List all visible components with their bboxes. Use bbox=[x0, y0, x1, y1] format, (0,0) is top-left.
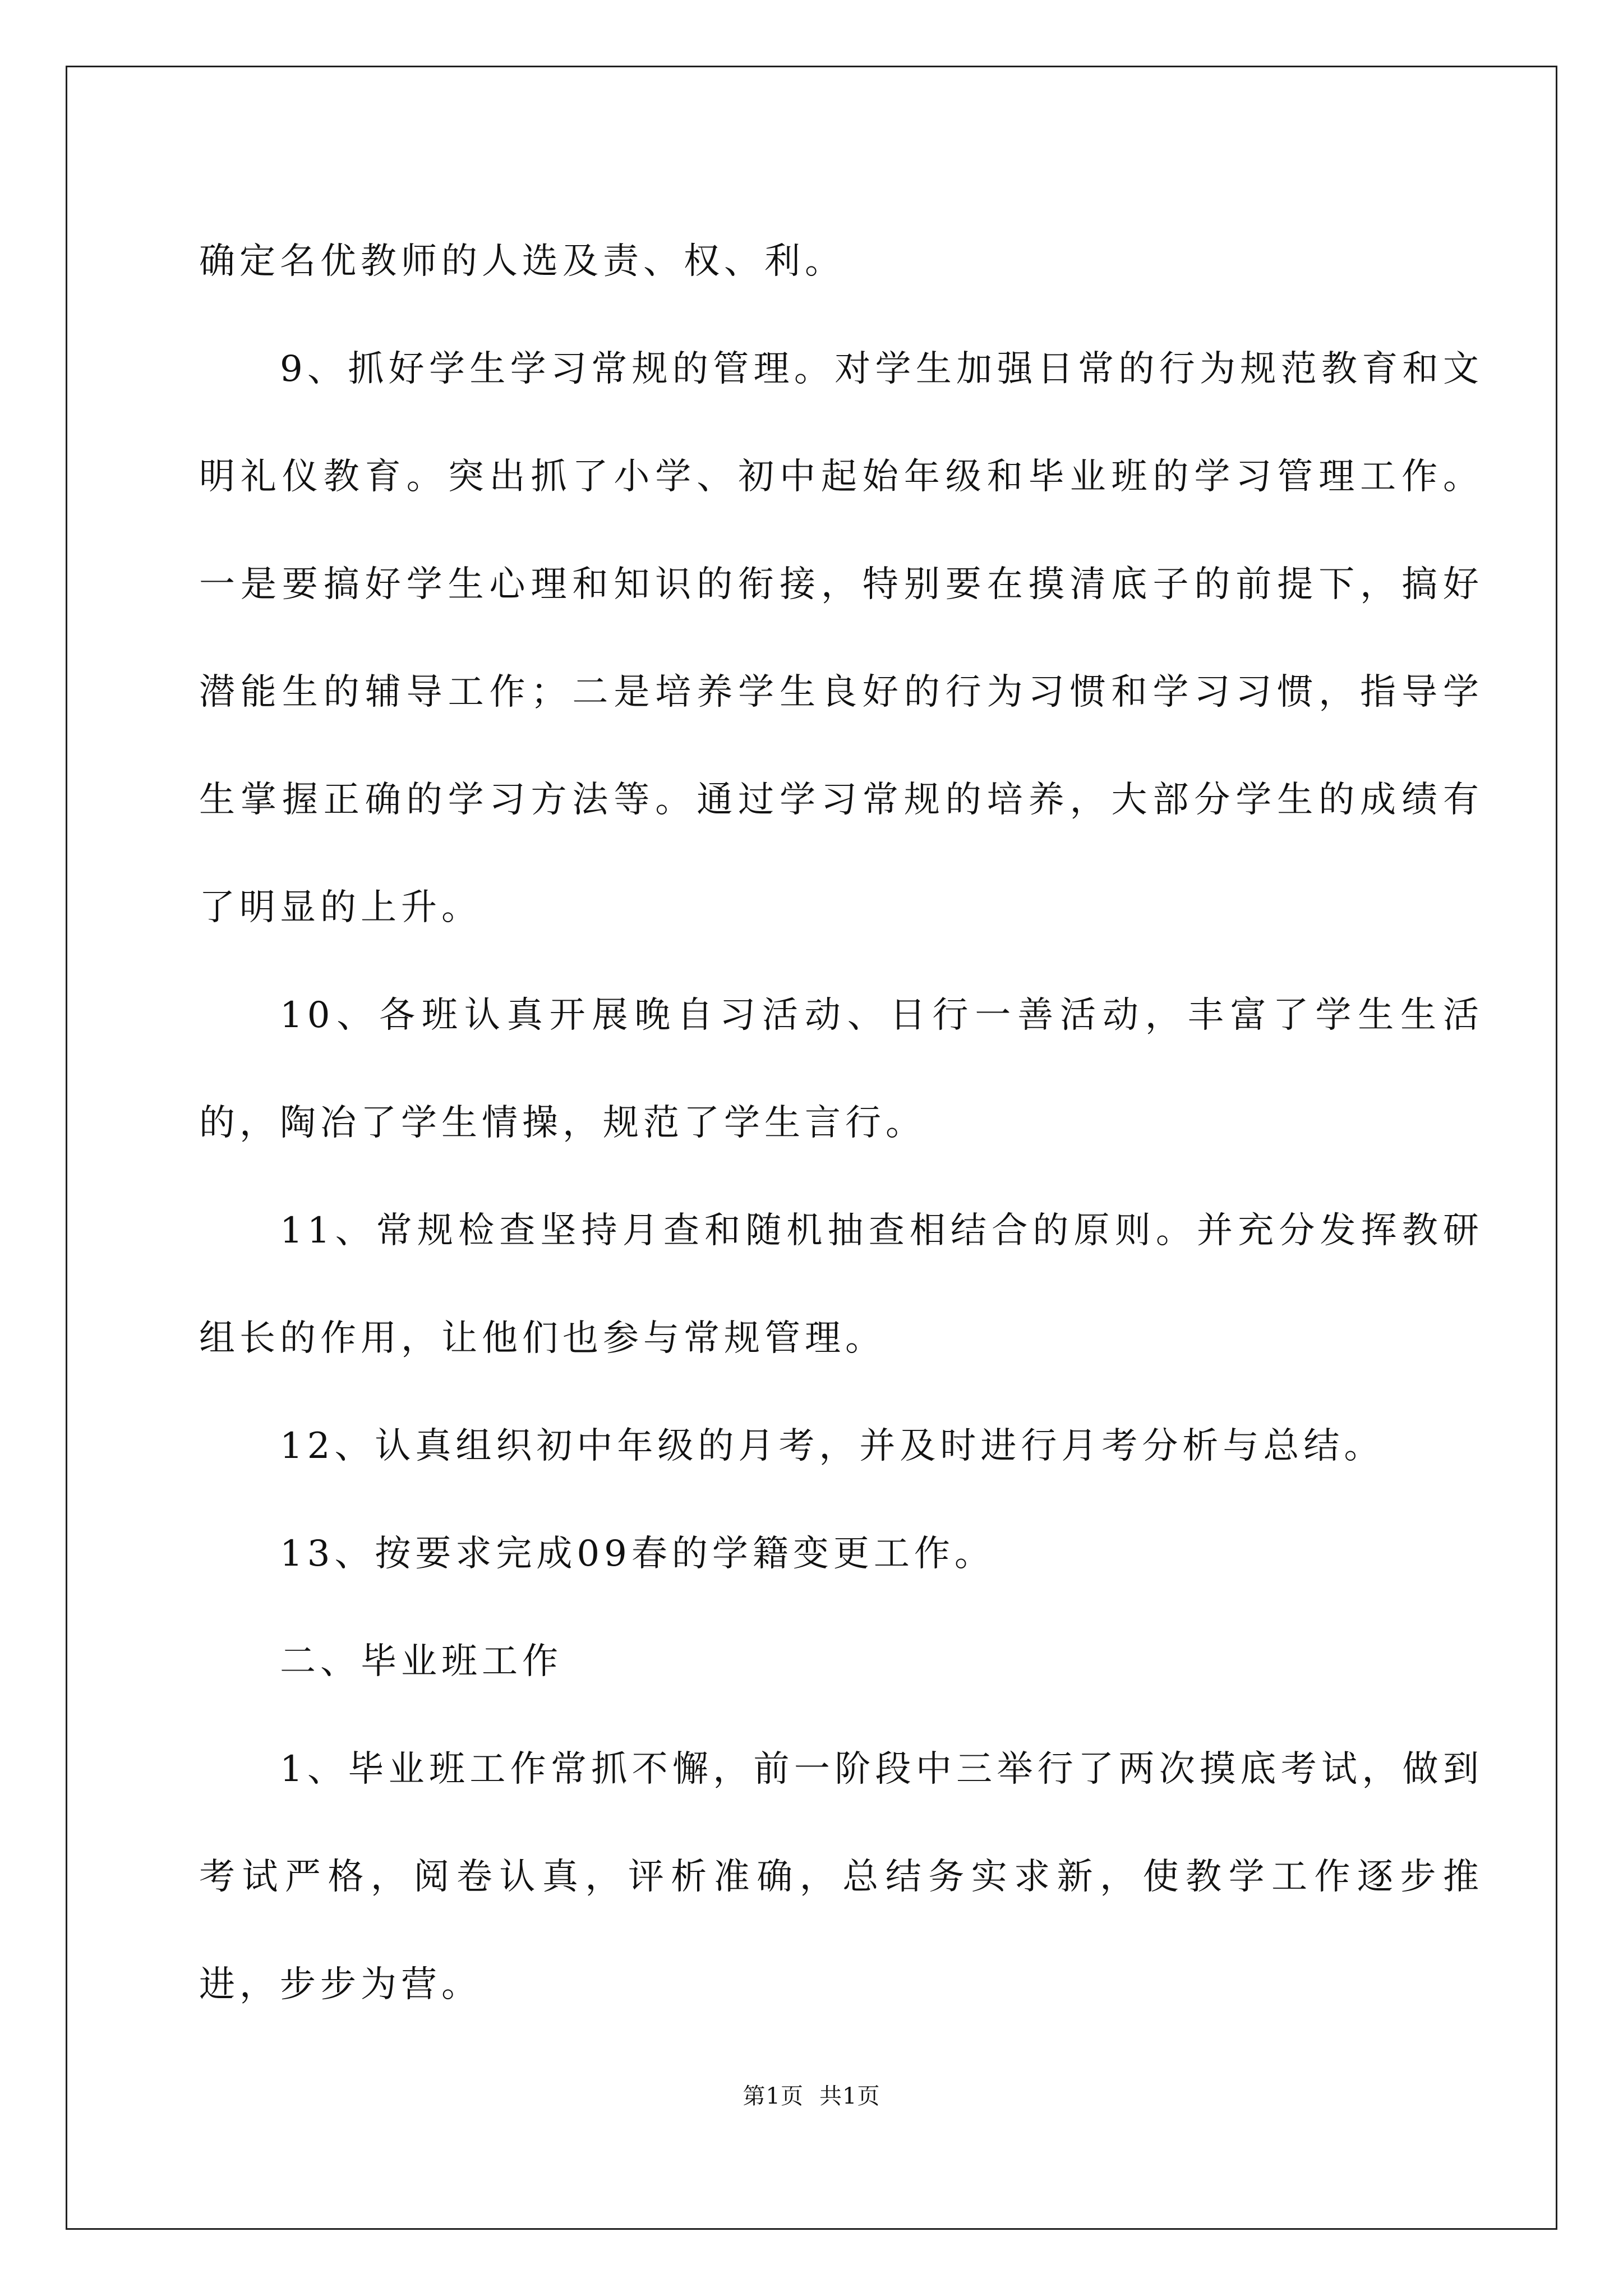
document-body bbox=[199, 208, 1483, 2039]
paragraph-0: 确定名优教师的人选及责、权、利。 bbox=[199, 241, 845, 282]
paragraph-7: 1、毕业班工作常抓不懈，前一阶段中三举行了两次摸底考试，做到考试严格，阅卷认真，评析准确，总结务实求新，使教学工作逐步推进，步步为营。 bbox=[199, 1749, 1483, 2005]
page-number: 第1页 bbox=[743, 2083, 804, 2109]
paragraph-4: 12、认真组织初中年级的月考，并及时进行月考分析与总结。 bbox=[280, 1425, 1385, 1467]
paragraph-1: 9、抓好学生学习常规的管理。对学生加强日常的行为规范教育和文明礼仪教育。突出抓了小学、初中起始年级和毕业班的学习管理工作。一是要搞好学生心理和知识的衔接，特别要在摸清底子的前提下，搞好潜能生的辅导工作；二是培养学生良好的行为习惯和学习习惯，指导学生掌握正确的学习方法等。通过学习常规的培养，大部分学生的成绩有了明显的上升。 bbox=[199, 348, 1483, 928]
paragraph-5: 13、按要求完成09春的学籍变更工作。 bbox=[280, 1533, 995, 1575]
page-footer bbox=[0, 2082, 1623, 2110]
section-heading: 二、毕业班工作 bbox=[280, 1641, 562, 1682]
paragraph-2: 10、各班认真开展晚自习活动、日行一善活动，丰富了学生生活的，陶冶了学生情操，规范了学生言行。 bbox=[199, 995, 1483, 1144]
paragraph-3: 11、常规检查坚持月查和随机抽查相结合的原则。并充分发挥教研组长的作用，让他们也参与常规管理。 bbox=[199, 1210, 1483, 1359]
page-total: 共1页 bbox=[819, 2083, 880, 2109]
